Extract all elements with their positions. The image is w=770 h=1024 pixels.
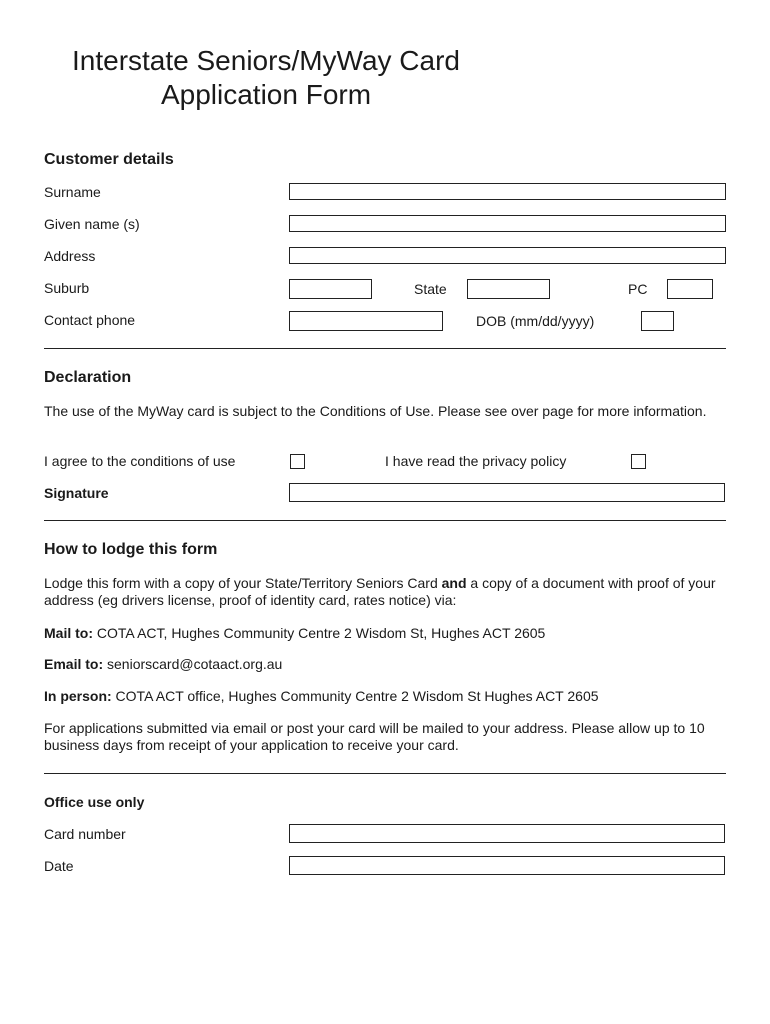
contact-phone-field[interactable] (289, 311, 443, 331)
pc-label: PC (628, 281, 648, 297)
privacy-policy-checkbox[interactable] (631, 454, 646, 469)
given-names-label: Given name (s) (44, 216, 140, 232)
lodge-intro-bold: and (441, 575, 467, 591)
section-divider (44, 773, 726, 774)
address-field[interactable] (289, 247, 726, 264)
dob-label: DOB (mm/dd/yyyy) (476, 313, 595, 329)
declaration-text: The use of the MyWay card is subject to the Conditions of Use. Please see over page for more information. (44, 403, 707, 419)
in-person-line (44, 688, 724, 705)
email-to-label: Email to: (44, 656, 104, 672)
mail-to-line (44, 625, 724, 642)
lodge-intro-part-2: a copy of a document with proof of your address (eg drivers license, proof of identity card, rates notice) via: (44, 575, 716, 608)
surname-field[interactable] (289, 183, 726, 200)
suburb-label: Suburb (44, 280, 90, 296)
card-number-field[interactable] (289, 824, 725, 843)
lodge-intro (44, 575, 724, 609)
page-title (0, 44, 532, 112)
section-divider (44, 348, 726, 349)
lodge-note: For applications submitted via email or post your card will be mailed to your address. Please allow up to 10 business days from receipt of your application to receive your card. (44, 720, 705, 753)
date-label: Date (44, 858, 74, 874)
customer-details-heading: Customer details (44, 151, 174, 168)
lodge-heading: How to lodge this form (44, 541, 218, 558)
mail-to-value: COTA ACT, Hughes Community Centre 2 Wisdom St, Hughes ACT 2605 (93, 625, 546, 641)
title-line-1: Interstate Seniors/MyWay Card (72, 45, 460, 76)
card-number-label: Card number (44, 826, 126, 842)
declaration-heading: Declaration (44, 369, 132, 386)
agree-conditions-checkbox[interactable] (290, 454, 305, 469)
in-person-value: COTA ACT office, Hughes Community Centre 2 Wisdom St Hughes ACT 2605 (111, 688, 599, 704)
surname-label: Surname (44, 184, 101, 200)
in-person-label: In person: (44, 688, 112, 704)
mail-to-label: Mail to: (44, 625, 93, 641)
agree-conditions-label: I agree to the conditions of use (44, 453, 236, 469)
email-to-line (44, 656, 724, 673)
signature-label: Signature (44, 485, 109, 501)
signature-field[interactable] (289, 483, 725, 502)
privacy-policy-label: I have read the privacy policy (385, 453, 567, 469)
state-label: State (414, 281, 447, 297)
section-divider (44, 520, 726, 521)
contact-phone-label: Contact phone (44, 312, 136, 328)
email-to-value: seniorscard@cotaact.org.au (103, 656, 283, 672)
office-use-heading: Office use only (44, 794, 145, 810)
given-names-field[interactable] (289, 215, 726, 232)
title-line-2: Application Form (160, 79, 372, 110)
address-label: Address (44, 248, 96, 264)
lodge-intro-part-1: Lodge this form with a copy of your State/Territory Seniors Card (44, 575, 442, 591)
state-field[interactable] (467, 279, 550, 299)
dob-field[interactable] (641, 311, 674, 331)
postcode-field[interactable] (667, 279, 713, 299)
date-field[interactable] (289, 856, 725, 875)
suburb-field[interactable] (289, 279, 372, 299)
